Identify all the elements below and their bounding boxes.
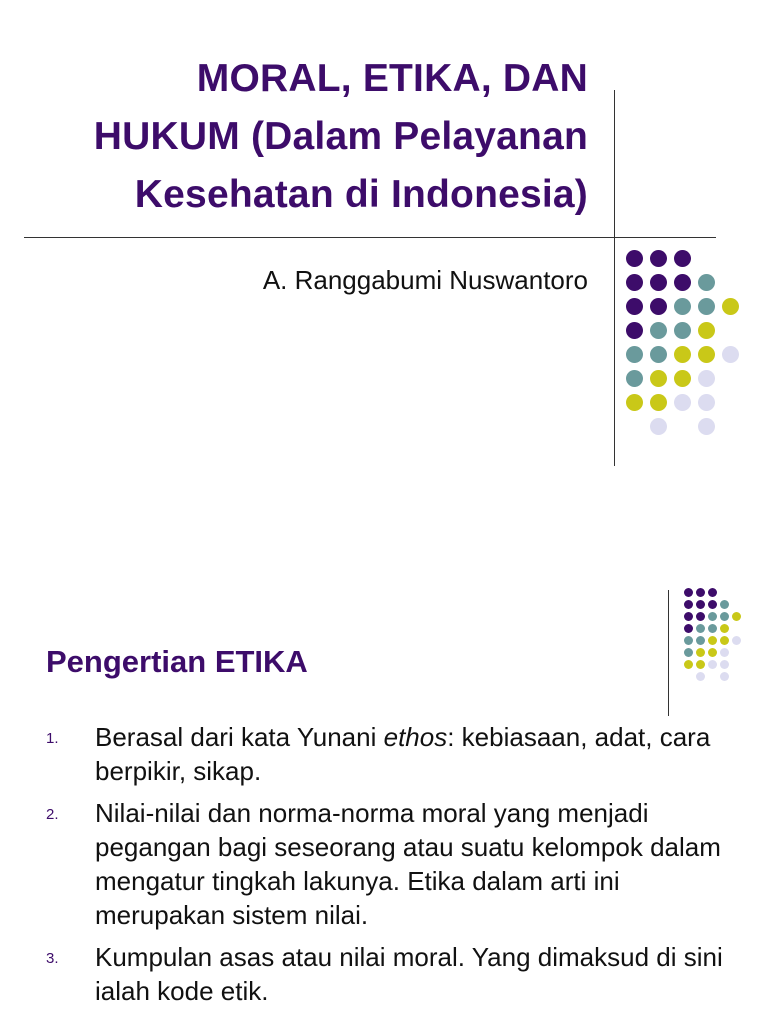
decorative-dot — [696, 648, 705, 657]
list-item-text: Nilai-nilai dan norma-norma moral yang menjadi pegangan bagi seseorang atau suatu kelompok dalam mengatur tingkah lakunya. Etika dalam arti ini merupakan sistem nilai. — [95, 798, 721, 930]
decorative-dot — [650, 370, 667, 387]
decorative-dot — [684, 636, 693, 645]
definition-list — [0, 720, 768, 1016]
decorative-dot — [626, 370, 643, 387]
horizontal-divider — [24, 237, 716, 238]
decorative-dot — [720, 600, 729, 609]
decorative-dot — [720, 648, 729, 657]
decorative-dot — [684, 624, 693, 633]
decorative-dot — [698, 274, 715, 291]
decorative-dot — [708, 636, 717, 645]
decorative-dot — [708, 660, 717, 669]
decorative-dot — [698, 370, 715, 387]
slide-title-line-1: MORAL, ETIKA, DAN — [196, 57, 588, 100]
decorative-dot — [674, 322, 691, 339]
title-slide — [0, 0, 768, 500]
decorative-dot — [650, 322, 667, 339]
list-item — [0, 720, 768, 788]
decorative-dot — [650, 274, 667, 291]
decorative-dot — [720, 612, 729, 621]
list-item-text-part: : kebiasaan, adat, cara berpikir, sikap. — [95, 722, 711, 786]
decorative-dot — [674, 370, 691, 387]
decorative-dot — [696, 636, 705, 645]
decorative-dot — [708, 612, 717, 621]
decorative-dot — [698, 298, 715, 315]
decorative-dot — [650, 418, 667, 435]
slide-subtitle-author: A. Ranggabumi Nuswantoro — [262, 265, 588, 295]
decorative-dot — [732, 612, 741, 621]
decorative-dot — [696, 588, 705, 597]
decorative-dot — [696, 624, 705, 633]
decorative-dot — [708, 588, 717, 597]
decorative-dot — [698, 322, 715, 339]
decorative-dot — [698, 418, 715, 435]
decorative-dot — [674, 298, 691, 315]
decorative-dot — [626, 346, 643, 363]
decorative-dot — [674, 346, 691, 363]
list-item-text: Kumpulan asas atau nilai moral. Yang dimaksud di sini ialah kode etik. — [95, 942, 723, 1006]
slide-heading: Pengertian ETIKA — [46, 644, 308, 679]
decorative-dot — [626, 250, 643, 267]
slide-title-line-2: HUKUM (Dalam Pelayanan — [93, 115, 588, 158]
decorative-dot — [722, 298, 739, 315]
vertical-divider — [668, 590, 669, 716]
decorative-dot — [698, 346, 715, 363]
decorative-dot — [626, 274, 643, 291]
decorative-dot — [696, 600, 705, 609]
decorative-dot — [674, 250, 691, 267]
slide-title — [28, 50, 588, 224]
decorative-dot — [720, 624, 729, 633]
list-number: 1. — [46, 730, 59, 747]
list-item-text-part: Berasal dari kata Yunani — [95, 722, 384, 752]
decorative-dot — [684, 612, 693, 621]
decorative-dot — [650, 298, 667, 315]
decorative-dot — [698, 394, 715, 411]
list-number: 3. — [46, 950, 59, 967]
decorative-dot — [720, 636, 729, 645]
decorative-dot — [708, 648, 717, 657]
decorative-dot — [732, 636, 741, 645]
decorative-dot — [626, 322, 643, 339]
list-item — [0, 940, 768, 1008]
decorative-dot — [674, 394, 691, 411]
decorative-dot — [696, 672, 705, 681]
decorative-dot — [684, 648, 693, 657]
content-slide — [0, 560, 768, 1024]
decorative-dot — [720, 660, 729, 669]
list-item-italic-term: ethos — [383, 722, 448, 752]
slide-title-line-3: Kesehatan di Indonesia) — [134, 173, 588, 216]
decorative-dot — [674, 274, 691, 291]
decorative-dot — [684, 660, 693, 669]
decorative-dot — [720, 672, 729, 681]
decorative-dot — [650, 346, 667, 363]
list-item — [0, 796, 768, 932]
decorative-dot — [708, 600, 717, 609]
decorative-dot — [696, 612, 705, 621]
list-item-text — [95, 720, 735, 788]
decorative-dot — [708, 624, 717, 633]
decorative-dot — [684, 600, 693, 609]
decorative-dot — [650, 250, 667, 267]
decorative-dot — [696, 660, 705, 669]
vertical-divider — [614, 90, 615, 466]
decorative-dot — [626, 394, 643, 411]
list-number: 2. — [46, 806, 59, 823]
decorative-dot — [626, 298, 643, 315]
decorative-dot — [650, 394, 667, 411]
decorative-dot — [684, 588, 693, 597]
decorative-dot — [722, 346, 739, 363]
